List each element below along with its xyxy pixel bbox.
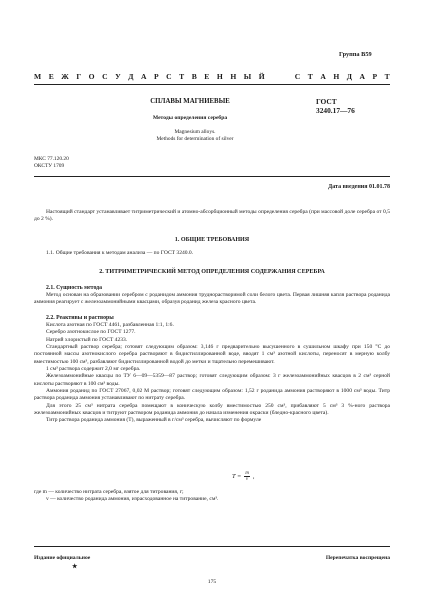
classification-codes [34, 156, 69, 171]
clause-2-2-body [34, 322, 390, 425]
interstate-letter: Р [153, 72, 159, 81]
interstate-letter: Н [333, 72, 340, 81]
interstate-letter: Ж [61, 72, 69, 81]
section-2-heading: 2. ТИТРИМЕТРИЧЕСКИЙ МЕТОД ОПРЕДЕЛЕНИЯ СОДЕРЖАНИЯ СЕРЕБРА [99, 269, 325, 275]
interstate-letter: Д [128, 72, 134, 81]
header-rule-bottom [34, 176, 390, 177]
interstate-letter: А [320, 72, 326, 81]
titer-formula [232, 471, 254, 482]
interstate-letter: Е [48, 72, 54, 81]
interstate-letter: Д [346, 72, 352, 81]
interstate-letter: Т [179, 72, 185, 81]
intro-text: Настоящий стандарт устанавливает титриметрический и атомно-абсорбционный методы определения серебра (при массовой доле серебра от 0,5 до 2 %). [34, 209, 390, 223]
interstate-letter: В [191, 72, 197, 81]
reagent-silver-concentration: 1 см³ раствора содержит 2,0 мг серебра. [46, 366, 141, 373]
interstate-letter: Й [258, 72, 265, 81]
interstate-letter: Н [216, 72, 223, 81]
official-edition-label: Издание официальное [34, 555, 91, 561]
english-title-line-2: Methods for determination of silver [156, 136, 234, 143]
effective-date-value: 01.01.78 [369, 184, 390, 190]
footer-rule [34, 546, 390, 547]
interstate-letter: С [166, 72, 172, 81]
formula-denominator: v [246, 477, 249, 483]
mks-code: МКС 77.120.20 [34, 156, 69, 162]
formula-lhs: T = [232, 473, 242, 481]
reagent-nitric-acid: Кислота азотная по ГОСТ 4461, разбавленная 1:1, 1:6. [46, 322, 174, 328]
interstate-letter: Ы [243, 72, 252, 81]
gost-number: 3240.17—76 [316, 106, 355, 115]
interstate-letter: У [115, 72, 121, 81]
clause-2-2-heading: 2.2. Реактивы и растворы [46, 315, 114, 321]
reagent-standard-silver-solution: Стандартный раствор серебра; готовят следующим образом: 3,146 г предварительно высушенного в сушильном шкафу при 150 °С до постоянной массы азотнокислого серебра растворяют в бидистиллированной воде, вводят 1 см³ азотной кислоты, переносят в мерную колбу вместимостью 100 см³, разбавляют бидистиллированной водой до метки и тщательно перемешивают. [34, 344, 390, 365]
titration-procedure: Для этого 25 см³ нитрата серебра помещают в коническую колбу вместимостью 250 см³, прибавляют 5 см³ 3 %-ного раствора железоаммонийных квасцов и титруют раствором роданида аммония до начала изменения окраски (бледно-красного цвета). [34, 402, 390, 417]
interstate-letter: А [140, 72, 147, 81]
formula-legend-v: v — количество роданида аммония, израсходованное на титрование, см³. [46, 496, 219, 503]
interstate-letter: Н [230, 72, 237, 81]
clause-2-1-heading: 2.1. Сущность метода [46, 285, 103, 291]
document-subtitle: Методы определения серебра [152, 115, 228, 121]
reagent-iron-alum: Железоаммонийные квасцы по ТУ 6—09—5359—87 раствор; готовят следующим образом: 3 г железоаммонийных квасцов в 2 см³ серной кислоты растворяют в 100 см³ воды. [34, 373, 390, 387]
formula-legend [34, 489, 390, 504]
interstate-letter: С [294, 72, 301, 81]
header-rule-top [34, 84, 390, 85]
page-number: 175 [207, 579, 217, 585]
formula-legend-m: где m — количество нитрата серебра, взятое для титрования, г; [34, 489, 184, 495]
titer-formula-intro: Титр раствора роданида аммония (T), выраженный в г/см³ серебра, вычисляют по формуле [46, 417, 262, 424]
intro-paragraph [34, 209, 390, 224]
effective-date-label: Дата введения [328, 184, 368, 190]
interstate-letter: А [359, 72, 365, 81]
reagent-sodium-chloride: Натрий хлористый по ГОСТ 4233. [46, 336, 128, 343]
interstate-letter: Г [76, 72, 82, 81]
clause-2-1-body [34, 292, 390, 307]
star-icon: ★ [72, 564, 78, 570]
interstate-letter: Р [372, 72, 378, 81]
interstate-letter: Т [384, 72, 390, 81]
group-code: Группа В59 [339, 51, 372, 58]
clause-1-1: 1.1. Общие требования к методам анализа — по ГОСТ 3240.0. [46, 250, 194, 256]
effective-date [290, 184, 390, 190]
clause-2-1-text: Метод основан на образовании серебром с роданидом аммония труднорастворимой соли белого цвета. Первая лишняя капля раствора роданида аммония реагирует с железоаммонийными квасцами, образуя роданид железа красного цвета. [34, 292, 390, 306]
formula-tail: , [252, 473, 255, 481]
interstate-letter: М [34, 72, 42, 81]
english-title-line-1: Magnesium alloys. [174, 129, 216, 135]
reagent-silver-nitrate: Серебро азотнокислое по ГОСТ 1277. [46, 329, 136, 336]
okstu-code: ОКСТУ 1709 [34, 163, 65, 170]
section-1-body [34, 250, 390, 257]
interstate-letter: С [102, 72, 108, 81]
reagent-ammonium-thiocyanate: Аммония роданид по ГОСТ 27067, 0,02 М раствор; готовят следующим образом: 1,52 г роданида аммония растворяют в 1000 см³ воды. Титр раствора роданида аммония устанавливают по нитрату серебра. [34, 388, 390, 402]
interstate-standard-banner [34, 72, 390, 81]
reprint-prohibited-label: Перепечатка воспрещена [325, 555, 390, 561]
interstate-letter: О [88, 72, 95, 81]
interstate-letter: Т [307, 72, 313, 81]
formula-fraction [244, 471, 249, 482]
english-title [120, 129, 270, 144]
formula-numerator: m [245, 471, 249, 476]
section-1-heading: 1. ОБЩИЕ ТРЕБОВАНИЯ [174, 237, 250, 243]
document-title: СПЛАВЫ МАГНИЕВЫЕ [150, 98, 230, 105]
gost-label: ГОСТ [316, 97, 337, 106]
interstate-letter: Е [204, 72, 210, 81]
